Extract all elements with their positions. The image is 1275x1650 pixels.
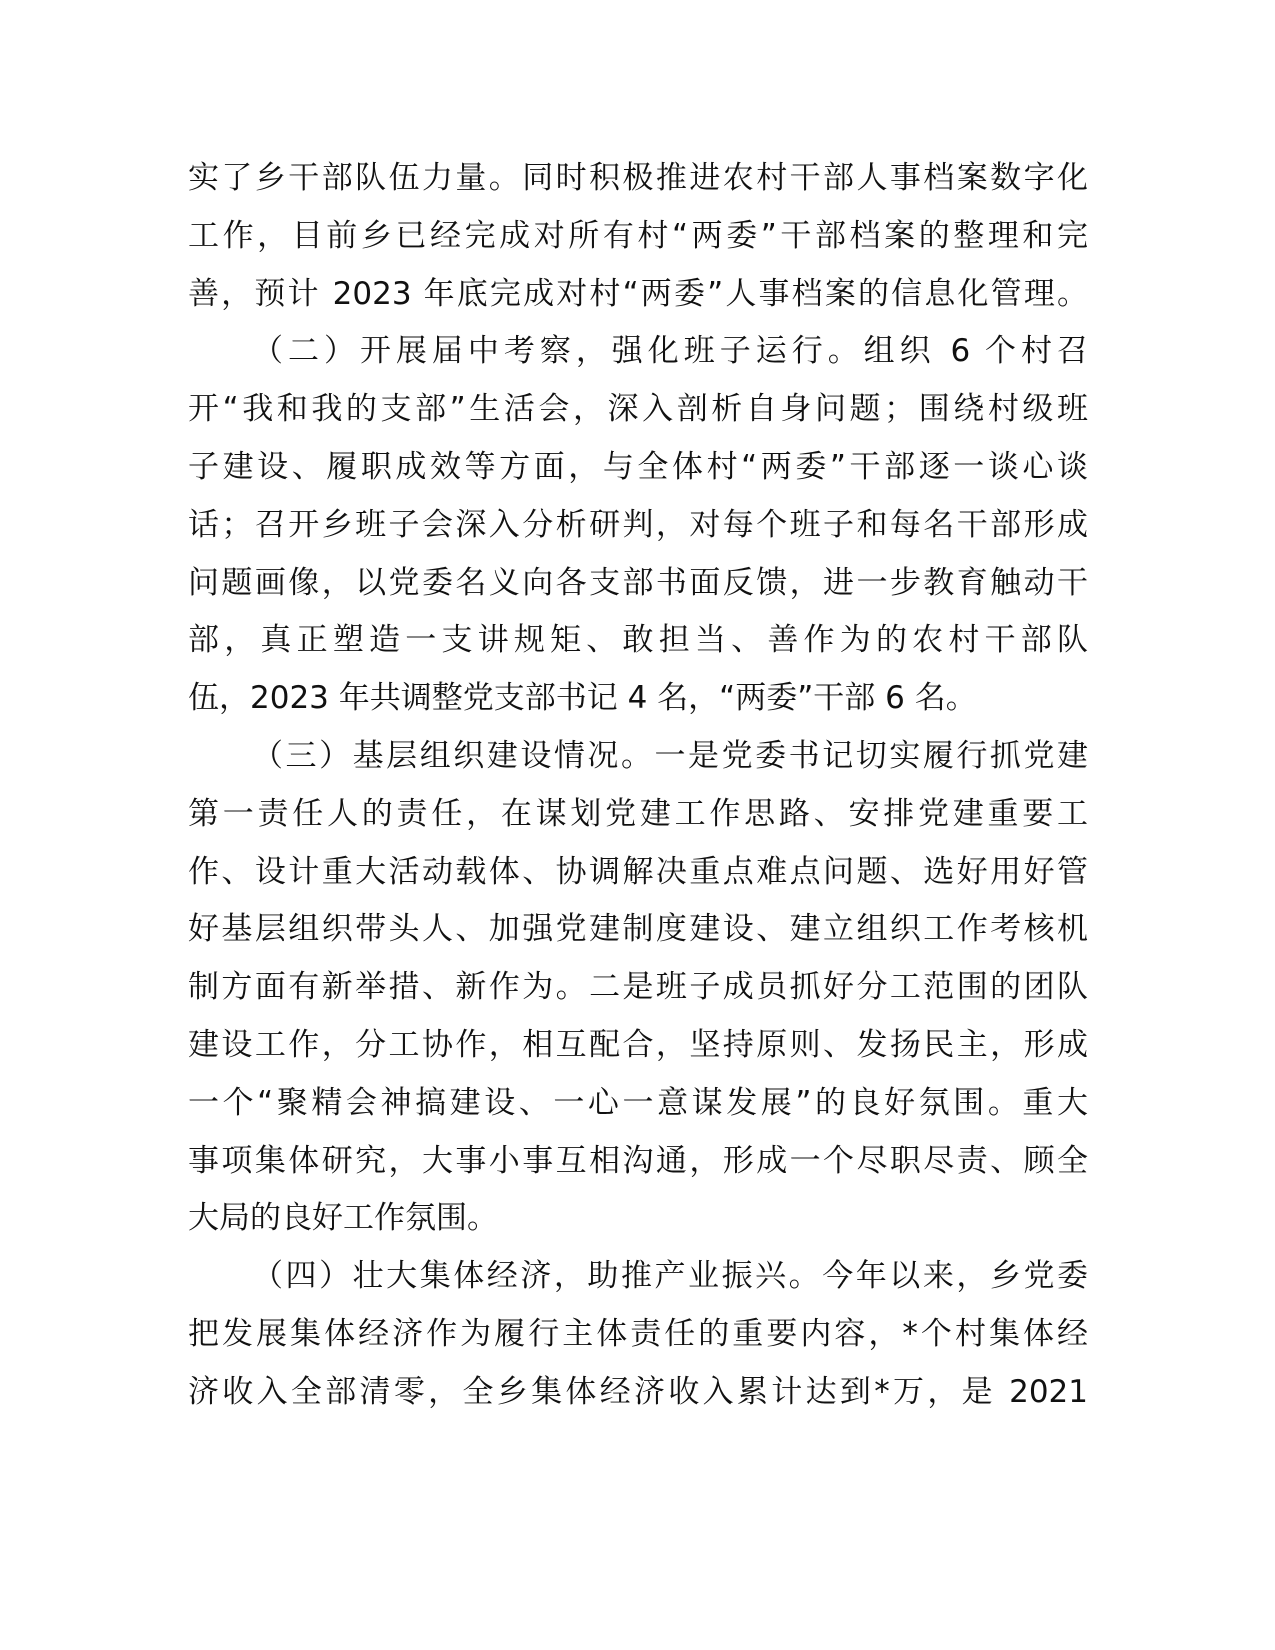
document-body xyxy=(188,150,1088,1422)
text-line: 作、设计重大活动载体、协调解决重点难点问题、选好用好管 xyxy=(188,853,1088,890)
text-line: 问题画像，以党委名义向各支部书面反馈，进一步教育触动干 xyxy=(188,564,1088,601)
text-line: 实了乡干部队伍力量。同时积极推进农村干部人事档案数字化 xyxy=(188,160,1088,196)
paragraph-4 xyxy=(188,1248,1088,1421)
text-line: 子建设、履职成效等方面，与全体村“两委”干部逐一谈心谈 xyxy=(188,448,1088,485)
text-line: 第一责任人的责任，在谋划党建工作思路、安排党建重要工 xyxy=(188,795,1088,832)
text-line: 伍，2023 年共调整党支部书记 4 名，“两委”干部 6 名。 xyxy=(188,680,977,717)
text-line: 一个“聚精会神搞建设、一心一意谋发展”的良好氛围。重大 xyxy=(188,1084,1088,1121)
paragraph-1 xyxy=(188,150,1088,323)
text-line: （三）基层组织建设情况。一是党委书记切实履行抓党建 xyxy=(252,737,1088,774)
text-line: 济收入全部清零，全乡集体经济收入累计达到*万，是 2021 xyxy=(188,1373,1088,1410)
text-line: 事项集体研究，大事小事互相沟通，形成一个尽职尽责、顾全 xyxy=(188,1142,1088,1179)
paragraph-3 xyxy=(188,728,1088,1248)
text-line: 好基层组织带头人、加强党建制度建设、建立组织工作考核机 xyxy=(188,911,1088,948)
text-line: 善，预计 2023 年底完成对村“两委”人事档案的信息化管理。 xyxy=(188,275,1088,312)
text-line: 话；召开乡班子会深入分析研判，对每个班子和每名干部形成 xyxy=(188,506,1088,543)
text-line: 开“我和我的支部”生活会，深入剖析自身问题；围绕村级班 xyxy=(188,391,1088,428)
text-line: 部，真正塑造一支讲规矩、敢担当、善作为的农村干部队 xyxy=(188,622,1088,659)
text-line: （二）开展届中考察，强化班子运行。组织 6 个村召 xyxy=(252,333,1088,370)
text-line: 制方面有新举措、新作为。二是班子成员抓好分工范围的团队 xyxy=(188,969,1088,1006)
text-line: 大局的良好工作氛围。 xyxy=(188,1200,498,1237)
text-line: 建设工作，分工协作，相互配合，坚持原则、发扬民主，形成 xyxy=(188,1026,1088,1063)
text-line: 工作，目前乡已经完成对所有村“两委”干部档案的整理和完 xyxy=(188,217,1088,254)
text-line: （四）壮大集体经济，助推产业振兴。今年以来，乡党委 xyxy=(252,1258,1088,1295)
paragraph-2 xyxy=(188,323,1088,728)
text-line: 把发展集体经济作为履行主体责任的重要内容，*个村集体经 xyxy=(188,1315,1088,1352)
